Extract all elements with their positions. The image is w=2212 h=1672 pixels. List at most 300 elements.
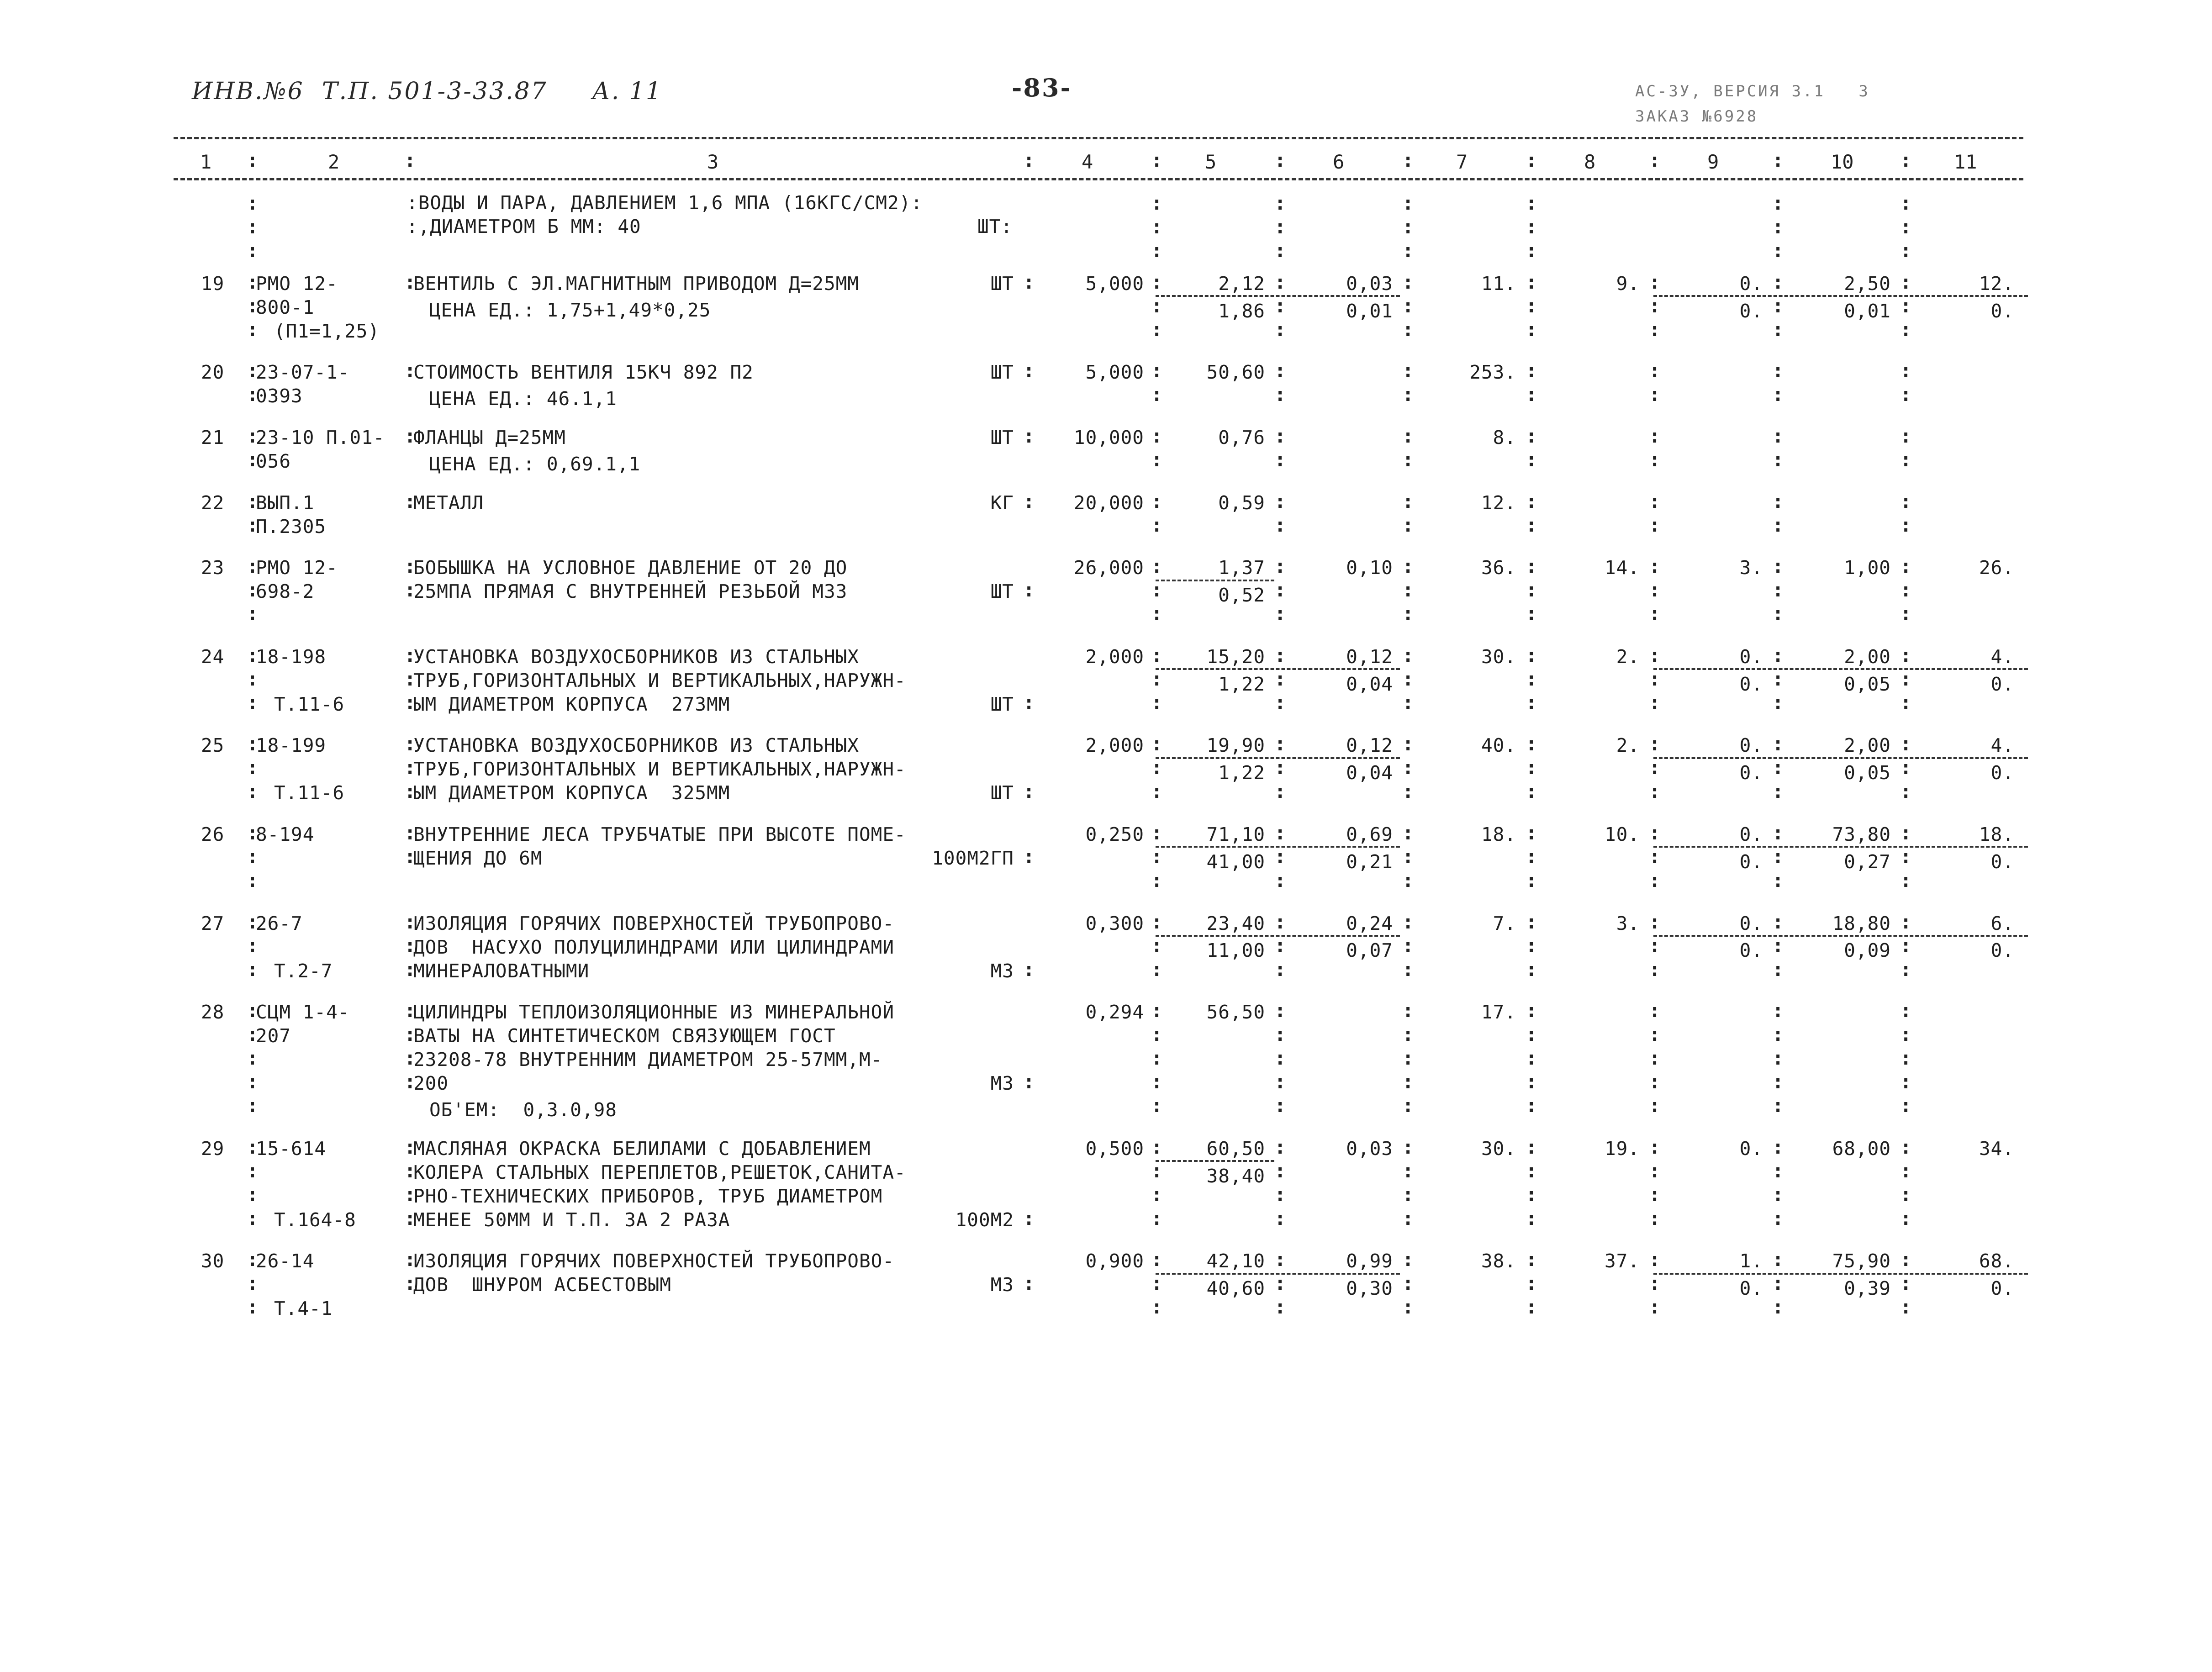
column-separator: : <box>1900 318 1912 341</box>
column-separator: : <box>1402 822 1414 844</box>
column-separator: : <box>1151 513 1163 536</box>
column-separator: : <box>1900 869 1912 891</box>
column-separator: : <box>1151 999 1163 1022</box>
row-number: 23 <box>201 557 225 579</box>
column-separator: : <box>1023 425 1035 447</box>
column-separator: : <box>1526 579 1537 601</box>
continued-description: :,ДИАМЕТРОМ Б ММ: 40 <box>407 216 641 237</box>
column-separator: : <box>1772 1023 1784 1046</box>
row-description: МЕТАЛЛ <box>413 491 484 514</box>
column-separator: : <box>1772 149 1784 171</box>
row-code: Т.2-7 <box>274 960 333 982</box>
column-separator: : <box>1023 149 1035 171</box>
cell-c10: 1,00 <box>1844 557 1891 579</box>
cell-c5: 56,50 <box>1206 1001 1265 1023</box>
column-separator: : <box>1023 270 1035 293</box>
row-description: 23208-78 ВНУТРЕННИМ ДИАМЕТРОМ 25-57ММ,М- <box>413 1049 883 1071</box>
row-description: ТРУБ,ГОРИЗОНТАЛЬНЫХ И ВЕРТИКАЛЬНЫХ,НАРУЖН- <box>413 669 906 691</box>
column-separator: : <box>1402 490 1414 512</box>
column-separator: : <box>247 1047 259 1070</box>
cell-c11: 0. <box>1990 673 2014 695</box>
column-separator: : <box>1649 383 1661 406</box>
column-separator: : <box>1151 555 1163 578</box>
column-header: 4 <box>1082 151 1093 173</box>
column-separator: : <box>1900 999 1912 1022</box>
column-separator: : <box>247 318 259 341</box>
column-separator: : <box>247 216 259 238</box>
column-separator: : <box>1900 1023 1912 1046</box>
subtotal-rule <box>1653 935 2028 937</box>
column-separator: : <box>1649 1159 1661 1182</box>
column-separator: : <box>1772 1272 1784 1295</box>
column-separator: : <box>1274 1296 1286 1319</box>
column-separator: : <box>1151 1023 1163 1046</box>
cell-c11: 0. <box>1990 762 2014 784</box>
column-separator: : <box>1274 1159 1286 1182</box>
column-separator: : <box>1526 1248 1537 1271</box>
column-separator: : <box>1526 359 1537 382</box>
cell-qty: 0,500 <box>1085 1137 1144 1160</box>
column-separator: : <box>404 1272 416 1295</box>
column-separator: : <box>1772 910 1784 933</box>
column-separator: : <box>404 667 416 690</box>
column-separator: : <box>1649 555 1661 578</box>
column-separator: : <box>1151 934 1163 957</box>
cell-c6: 0,21 <box>1346 850 1393 873</box>
cell-c7: 30. <box>1481 645 1516 668</box>
column-separator: : <box>1274 822 1286 844</box>
column-separator: : <box>247 513 259 536</box>
row-unit: ШТ <box>990 272 1014 295</box>
column-separator: : <box>1023 1272 1035 1295</box>
cell-c9: 0. <box>1739 912 1763 934</box>
subtotal-rule <box>1653 1273 2028 1275</box>
column-separator: : <box>1402 1296 1414 1319</box>
column-separator: : <box>1649 579 1661 601</box>
column-separator: : <box>1402 448 1414 471</box>
header-top-rule <box>174 137 2023 139</box>
row-description: СТОИМОСТЬ ВЕНТИЛЯ 15КЧ 892 П2 <box>413 361 754 384</box>
cell-c8: 9. <box>1616 272 1640 295</box>
column-separator: : <box>404 490 416 512</box>
column-separator: : <box>1274 1071 1286 1093</box>
row-unit: ШТ <box>990 693 1014 715</box>
column-separator: : <box>247 448 259 471</box>
cell-c11: 26. <box>1979 557 2014 579</box>
column-separator: : <box>1649 602 1661 625</box>
column-separator: : <box>1274 1023 1286 1046</box>
cell-c5: 2,12 <box>1218 272 1265 295</box>
column-separator: : <box>1526 239 1537 262</box>
column-separator: : <box>247 643 259 666</box>
column-separator: : <box>1402 149 1414 171</box>
row-number: 26 <box>201 823 225 845</box>
cell-c11: 68. <box>1979 1250 2014 1272</box>
column-separator: : <box>1274 845 1286 868</box>
column-separator: : <box>1402 294 1414 317</box>
cell-c8: 10. <box>1604 823 1640 845</box>
column-separator: : <box>1023 1207 1035 1229</box>
row-code: ВЫП.1 <box>256 491 315 514</box>
cell-c5: 1,22 <box>1218 762 1265 784</box>
cell-c5: 15,20 <box>1206 645 1265 668</box>
column-separator: : <box>1023 691 1035 714</box>
column-separator: : <box>1151 602 1163 625</box>
cell-c7: 253. <box>1469 361 1516 384</box>
column-separator: : <box>1900 1296 1912 1319</box>
column-separator: : <box>1772 934 1784 957</box>
column-separator: : <box>247 490 259 512</box>
column-separator: : <box>1402 383 1414 406</box>
row-code: СЦМ 1-4- <box>256 1001 350 1023</box>
cell-qty: 5,000 <box>1085 361 1144 384</box>
cell-c5: 1,22 <box>1218 673 1265 695</box>
column-header: 11 <box>1954 151 1977 173</box>
column-separator: : <box>1649 643 1661 666</box>
cell-c5: 40,60 <box>1206 1277 1265 1300</box>
column-separator: : <box>404 425 416 447</box>
column-separator: : <box>247 1248 259 1271</box>
cell-c6: 0,30 <box>1346 1277 1393 1300</box>
row-unit: ШТ <box>990 361 1014 384</box>
cell-c11: 0. <box>1990 939 2014 962</box>
column-separator: : <box>1023 359 1035 382</box>
column-separator: : <box>1274 667 1286 690</box>
column-header: 1 <box>200 151 212 173</box>
column-separator: : <box>1649 822 1661 844</box>
column-separator: : <box>1274 149 1286 171</box>
column-separator: : <box>1772 869 1784 891</box>
column-separator: : <box>1772 691 1784 714</box>
column-separator: : <box>1900 149 1912 171</box>
column-separator: : <box>1900 780 1912 803</box>
column-separator: : <box>1526 490 1537 512</box>
column-separator: : <box>1274 555 1286 578</box>
column-separator: : <box>1900 1207 1912 1229</box>
column-separator: : <box>1649 513 1661 536</box>
row-code: 15-614 <box>256 1137 327 1160</box>
column-separator: : <box>1526 555 1537 578</box>
column-separator: : <box>1526 1296 1537 1319</box>
column-separator: : <box>247 999 259 1022</box>
column-separator: : <box>1649 359 1661 382</box>
column-separator: : <box>1151 1135 1163 1158</box>
column-separator: : <box>1900 602 1912 625</box>
column-separator: : <box>404 733 416 755</box>
column-separator: : <box>1526 425 1537 447</box>
column-separator: : <box>1274 425 1286 447</box>
cell-qty: 10,000 <box>1073 427 1144 448</box>
column-separator: : <box>404 1159 416 1182</box>
column-separator: : <box>1900 934 1912 957</box>
column-separator: : <box>1151 294 1163 317</box>
column-separator: : <box>1151 958 1163 981</box>
column-separator: : <box>1772 490 1784 512</box>
column-separator: : <box>1649 667 1661 690</box>
column-separator: : <box>1649 934 1661 957</box>
column-separator: : <box>1402 1071 1414 1093</box>
column-separator: : <box>1772 270 1784 293</box>
column-separator: : <box>1772 1248 1784 1271</box>
column-separator: : <box>247 822 259 844</box>
column-separator: : <box>1649 1207 1661 1229</box>
column-separator: : <box>1772 318 1784 341</box>
column-separator: : <box>404 1135 416 1158</box>
column-separator: : <box>1402 425 1414 447</box>
column-header: 5 <box>1205 151 1217 173</box>
cell-c10: 18,80 <box>1832 912 1891 934</box>
row-unit: ШТ <box>990 427 1014 448</box>
column-separator: : <box>1151 733 1163 755</box>
column-separator: : <box>247 733 259 755</box>
cell-c6: 0,07 <box>1346 939 1393 962</box>
column-separator: : <box>1023 958 1035 981</box>
row-description: ВЕНТИЛЬ С ЭЛ.МАГНИТНЫМ ПРИВОДОМ Д=25ММ <box>413 272 859 295</box>
column-separator: : <box>1649 999 1661 1022</box>
column-separator: : <box>404 555 416 578</box>
cell-c6: 0,99 <box>1346 1250 1393 1272</box>
column-separator: : <box>1151 383 1163 406</box>
row-code: 8-194 <box>256 823 315 845</box>
row-code: РМО 12- <box>256 272 338 295</box>
cell-c10: 0,05 <box>1844 762 1891 784</box>
column-separator: : <box>404 359 416 382</box>
column-separator: : <box>1274 579 1286 601</box>
column-separator: : <box>1649 1023 1661 1046</box>
column-separator: : <box>1772 359 1784 382</box>
column-separator: : <box>247 602 259 625</box>
cell-c11: 18. <box>1979 823 2014 845</box>
row-description: 200 <box>413 1072 449 1095</box>
column-separator: : <box>1402 1135 1414 1158</box>
cell-c6: 0,04 <box>1346 673 1393 695</box>
column-separator: : <box>1900 192 1912 214</box>
column-separator: : <box>1649 318 1661 341</box>
column-separator: : <box>1649 1248 1661 1271</box>
column-separator: : <box>1151 149 1163 171</box>
column-separator: : <box>1772 239 1784 262</box>
column-separator: : <box>247 1272 259 1295</box>
column-separator: : <box>1402 192 1414 214</box>
column-separator: : <box>1402 318 1414 341</box>
row-number: 24 <box>201 645 225 668</box>
row-description: ИЗОЛЯЦИЯ ГОРЯЧИХ ПОВЕРХНОСТЕЙ ТРУБОПРОВО- <box>413 1250 895 1272</box>
column-separator: : <box>1900 579 1912 601</box>
column-separator: : <box>1151 1159 1163 1182</box>
column-separator: : <box>1274 490 1286 512</box>
cell-c8: 2. <box>1616 734 1640 757</box>
column-separator: : <box>247 1159 259 1182</box>
column-separator: : <box>1649 448 1661 471</box>
column-separator: : <box>1526 1207 1537 1229</box>
cell-qty: 20,000 <box>1073 491 1144 514</box>
row-code: 23-10 П.01- <box>256 427 385 448</box>
column-separator: : <box>247 383 259 406</box>
cell-c9: 3. <box>1739 557 1763 579</box>
column-separator: : <box>404 270 416 293</box>
column-separator: : <box>247 910 259 933</box>
column-separator: : <box>1274 1248 1286 1271</box>
cell-c10: 0,05 <box>1844 673 1891 695</box>
column-separator: : <box>1649 869 1661 891</box>
row-description: ФЛАНЦЫ Д=25ММ <box>413 427 566 448</box>
subtotal-rule <box>1156 580 1274 581</box>
column-separator: : <box>404 756 416 779</box>
subtotal-rule <box>1653 757 2028 759</box>
row-unit: КГ <box>990 491 1014 514</box>
column-separator: : <box>1772 1071 1784 1093</box>
row-note: ЦЕНА ЕД.: 1,75+1,49*0,25 <box>429 299 711 321</box>
cell-c6: 0,03 <box>1346 1137 1393 1160</box>
row-description: ЫМ ДИАМЕТРОМ КОРПУСА 325ММ <box>413 782 730 804</box>
cell-c9: 0. <box>1739 762 1763 784</box>
column-separator: : <box>1151 1207 1163 1229</box>
cell-c11: 0. <box>1990 850 2014 873</box>
column-separator: : <box>1151 216 1163 238</box>
column-separator: : <box>1402 579 1414 601</box>
column-separator: : <box>1526 934 1537 957</box>
column-separator: : <box>1151 239 1163 262</box>
row-number: 19 <box>201 272 225 295</box>
cell-c5: 71,10 <box>1206 823 1265 845</box>
column-separator: : <box>1900 1094 1912 1117</box>
column-separator: : <box>1274 448 1286 471</box>
column-separator: : <box>1526 383 1537 406</box>
cell-c11: 0. <box>1990 300 2014 322</box>
column-separator: : <box>247 845 259 868</box>
row-description: ТРУБ,ГОРИЗОНТАЛЬНЫХ И ВЕРТИКАЛЬНЫХ,НАРУЖН- <box>413 758 906 781</box>
column-separator: : <box>1526 448 1537 471</box>
cell-c11: 34. <box>1979 1137 2014 1160</box>
column-separator: : <box>1649 1135 1661 1158</box>
cell-c7: 36. <box>1481 557 1516 579</box>
cell-c11: 0. <box>1990 1277 2014 1300</box>
cell-c10: 68,00 <box>1832 1137 1891 1160</box>
row-description: ДОВ ШНУРОМ АСБЕСТОВЫМ <box>413 1274 672 1296</box>
column-separator: : <box>1526 149 1537 171</box>
column-separator: : <box>404 1248 416 1271</box>
column-header: 10 <box>1831 151 1854 173</box>
cell-c8: 19. <box>1604 1137 1640 1160</box>
cell-c6: 0,10 <box>1346 557 1393 579</box>
column-separator: : <box>1151 192 1163 214</box>
column-separator: : <box>1274 934 1286 957</box>
column-separator: : <box>247 555 259 578</box>
column-separator: : <box>1900 1159 1912 1182</box>
column-header: 7 <box>1456 151 1468 173</box>
row-number: 22 <box>201 491 225 514</box>
column-separator: : <box>1526 999 1537 1022</box>
column-separator: : <box>1526 756 1537 779</box>
column-separator: : <box>1274 216 1286 238</box>
column-separator: : <box>1772 555 1784 578</box>
row-description: УСТАНОВКА ВОЗДУХОСБОРНИКОВ ИЗ СТАЛЬНЫХ <box>413 734 859 757</box>
column-separator: : <box>1900 270 1912 293</box>
column-separator: : <box>1402 780 1414 803</box>
row-code: 698-2 <box>256 580 315 603</box>
column-separator: : <box>1900 216 1912 238</box>
cell-qty: 0,294 <box>1085 1001 1144 1023</box>
row-code: Т.11-6 <box>274 693 345 715</box>
column-separator: : <box>1772 822 1784 844</box>
cell-c5: 50,60 <box>1206 361 1265 384</box>
cell-c9: 0. <box>1739 673 1763 695</box>
cell-c6: 0,12 <box>1346 734 1393 757</box>
column-separator: : <box>1772 579 1784 601</box>
column-separator: : <box>1151 756 1163 779</box>
column-separator: : <box>1772 602 1784 625</box>
row-unit: М3 <box>990 1274 1014 1296</box>
row-code: (П1=1,25) <box>274 320 380 342</box>
column-separator: : <box>247 192 259 214</box>
cell-c7: 12. <box>1481 491 1516 514</box>
cell-c6: 0,01 <box>1346 300 1393 322</box>
column-separator: : <box>1649 1183 1661 1206</box>
column-separator: : <box>247 1023 259 1046</box>
continued-unit: ШТ: <box>977 216 1013 237</box>
row-description: ЩЕНИЯ ДО 6М <box>413 847 543 869</box>
row-note: ЦЕНА ЕД.: 0,69.1,1 <box>429 453 641 475</box>
column-separator: : <box>1274 1135 1286 1158</box>
column-separator: : <box>404 149 416 171</box>
subtotal-rule <box>1653 295 2028 297</box>
column-separator: : <box>1274 1272 1286 1295</box>
column-separator: : <box>1649 1296 1661 1319</box>
column-separator: : <box>404 822 416 844</box>
column-separator: : <box>1649 149 1661 171</box>
row-note: ОБ'ЕМ: 0,3.0,98 <box>429 1099 617 1121</box>
column-separator: : <box>1274 780 1286 803</box>
column-separator: : <box>1274 643 1286 666</box>
column-separator: : <box>247 934 259 957</box>
column-separator: : <box>1772 1183 1784 1206</box>
column-separator: : <box>1402 359 1414 382</box>
column-separator: : <box>1526 1094 1537 1117</box>
column-separator: : <box>1772 448 1784 471</box>
column-separator: : <box>1023 579 1035 601</box>
column-separator: : <box>1151 869 1163 891</box>
column-header: 9 <box>1707 151 1719 173</box>
column-separator: : <box>1274 513 1286 536</box>
column-separator: : <box>1649 958 1661 981</box>
row-code: 26-7 <box>256 912 303 934</box>
cell-c5: 23,40 <box>1206 912 1265 934</box>
cell-c11: 4. <box>1990 645 2014 668</box>
column-separator: : <box>1402 1159 1414 1182</box>
column-separator: : <box>1274 958 1286 981</box>
row-number: 27 <box>201 912 225 934</box>
version-stamp: АС-ЗУ, ВЕРСИЯ 3.1 3 <box>1635 82 1870 100</box>
column-separator: : <box>1772 513 1784 536</box>
cell-c11: 12. <box>1979 272 2014 295</box>
row-description: ЦИЛИНДРЫ ТЕПЛОИЗОЛЯЦИОННЫЕ ИЗ МИНЕРАЛЬНОЙ <box>413 1001 895 1023</box>
column-separator: : <box>1151 425 1163 447</box>
column-separator: : <box>247 579 259 601</box>
cell-c5: 19,90 <box>1206 734 1265 757</box>
column-separator: : <box>1023 490 1035 512</box>
column-separator: : <box>1526 910 1537 933</box>
column-separator: : <box>1526 216 1537 238</box>
column-separator: : <box>1772 1094 1784 1117</box>
column-separator: : <box>1772 958 1784 981</box>
column-separator: : <box>1151 1071 1163 1093</box>
column-separator: : <box>1900 1047 1912 1070</box>
row-code: 207 <box>256 1025 291 1047</box>
cell-c6: 0,04 <box>1346 762 1393 784</box>
column-separator: : <box>1023 845 1035 868</box>
cell-c7: 17. <box>1481 1001 1516 1023</box>
row-description: КОЛЕРА СТАЛЬНЫХ ПЕРЕПЛЕТОВ,РЕШЕТОК,САНИТА- <box>413 1161 906 1183</box>
